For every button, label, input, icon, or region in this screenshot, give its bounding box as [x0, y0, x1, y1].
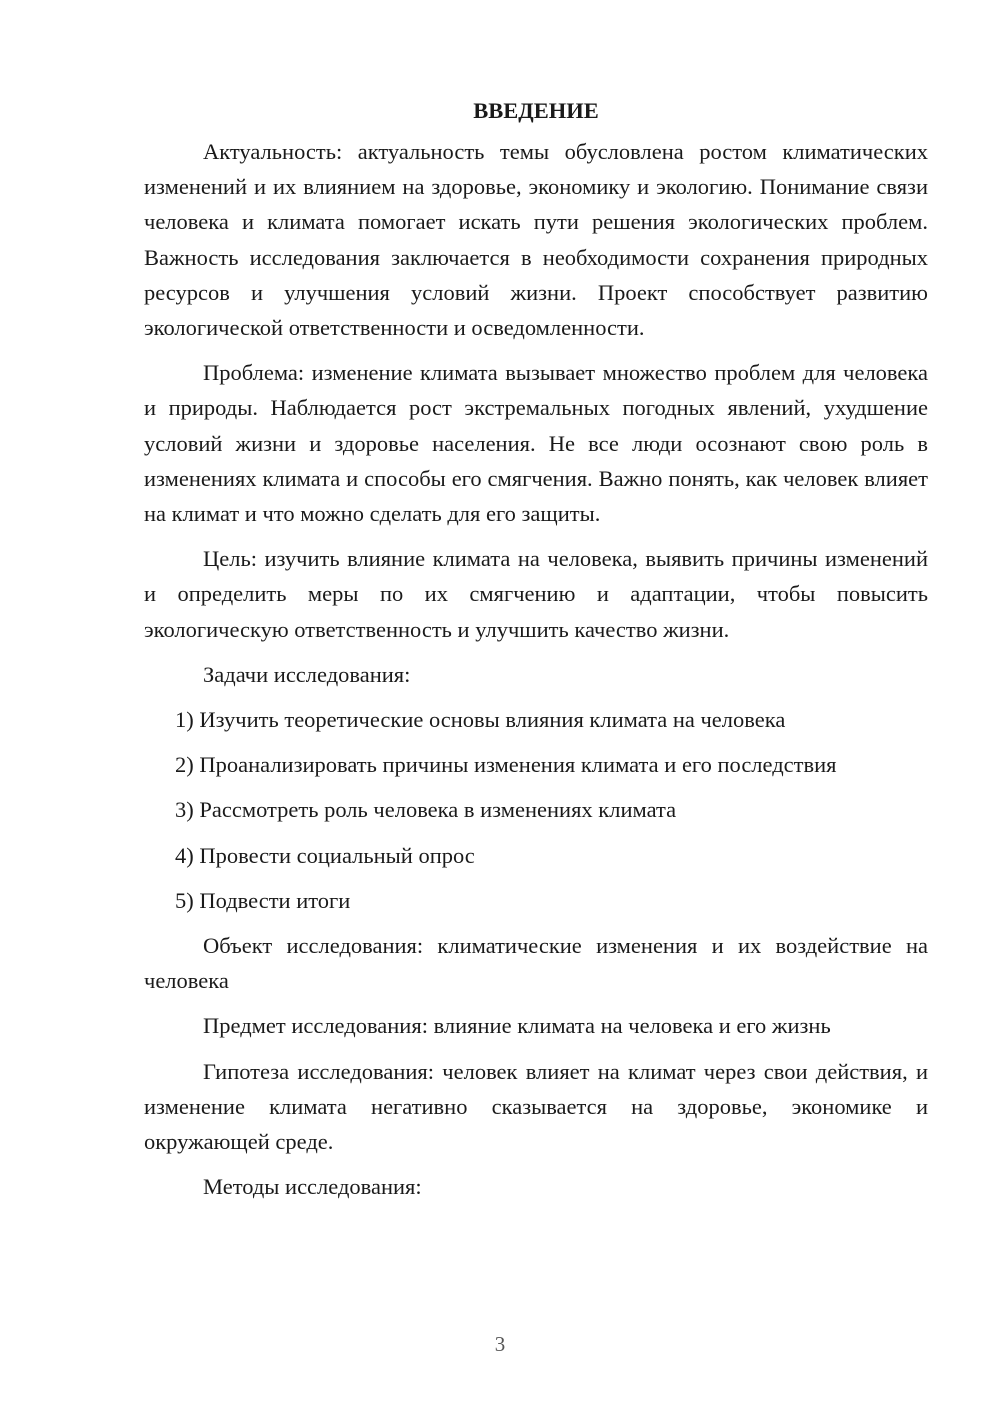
- task-item-1: 1) Изучить теоретические основы влияния климата на человека: [175, 707, 786, 733]
- page-content: [144, 92, 928, 1214]
- tasks-title: Задачи исследования:: [203, 661, 411, 687]
- task-item-4: 4) Провести социальный опрос: [175, 842, 475, 868]
- object-paragraph: Объект исследования: климатические изменения и их воздействие на человека: [144, 933, 928, 994]
- task-item-2: 2) Проанализировать причины изменения климата и его последствия: [175, 752, 837, 778]
- hypothesis-paragraph: Гипотеза исследования: человек влияет на климат через свои действия, и изменение климата негативно сказывается на здоровье, экономике и окружающей среде.: [144, 1058, 928, 1155]
- goal-paragraph: Цель: изучить влияние климата на человека, выявить причины изменений и определить меры по их смягчению и адаптации, чтобы повысить экологическую ответственность и улучшить качество жизни.: [144, 546, 928, 642]
- methods-paragraph: Методы исследования:: [203, 1174, 422, 1200]
- tasks-list: [144, 702, 928, 918]
- section-heading: ВВЕДЕНИЕ: [473, 98, 599, 123]
- task-item-3: 3) Рассмотреть роль человека в изменениях климата: [175, 797, 677, 823]
- subject-paragraph: Предмет исследования: влияние климата на человека и его жизнь: [203, 1013, 831, 1039]
- task-item-5: 5) Подвести итоги: [175, 887, 351, 913]
- page-number: 3: [494, 1332, 506, 1356]
- relevance-paragraph: Актуальность: актуальность темы обусловлена ростом климатических изменений и их влиянием на здоровье, экономику и экологию. Понимание связи человека и климата помогает искать пути решения экологических проблем. Важность исследования заключается в необходимости сохранения природных ресурсов и улучшения условий жизни. Проект способствует развитию экологической ответственности и осведомленности.: [144, 139, 928, 341]
- problem-paragraph: Проблема: изменение климата вызывает множество проблем для человека и природы. Наблюдается рост экстремальных погодных явлений, ухудшение условий жизни и здоровье населения. Не все люди осознают свою роль в изменениях климата и способы его смягчения. Важно понять, как человек влияет на климат и что можно сделать для его защиты.: [144, 360, 928, 527]
